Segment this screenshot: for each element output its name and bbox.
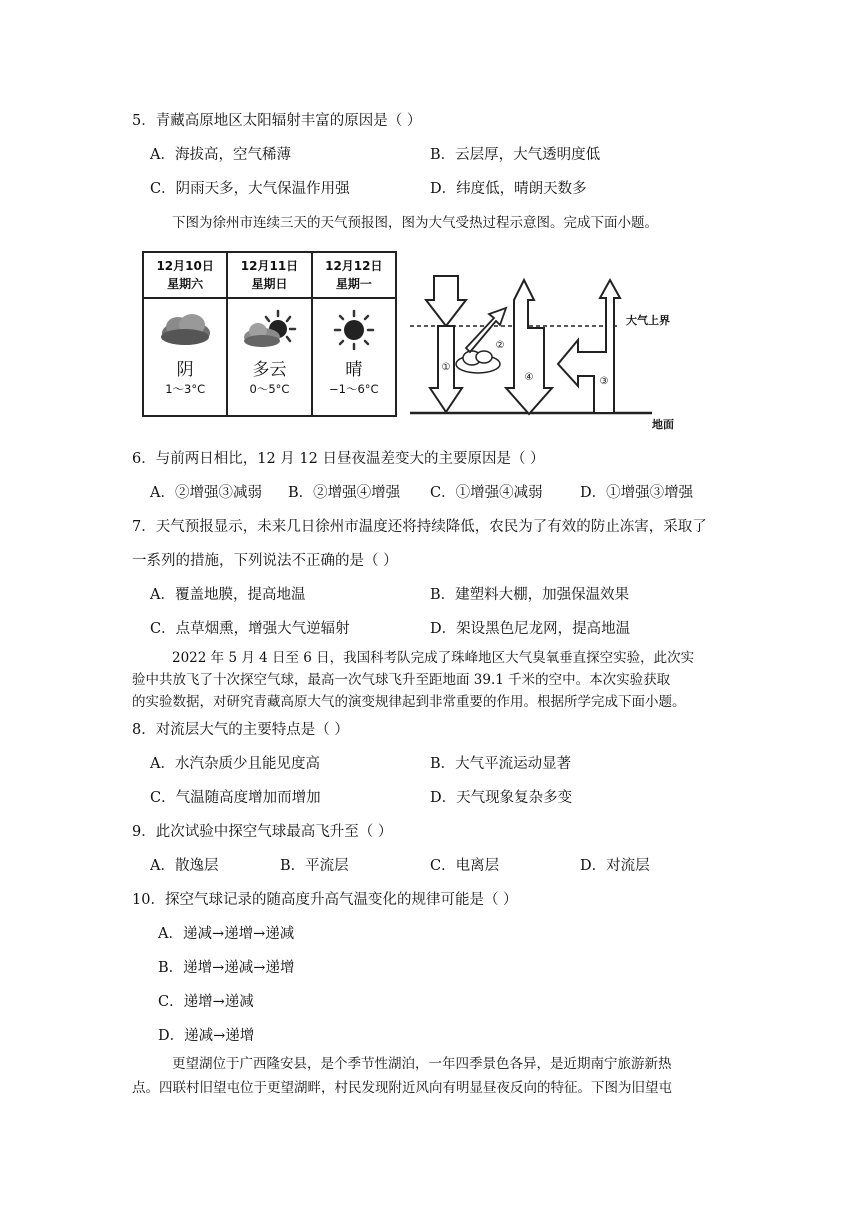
sunny-icon (332, 309, 376, 351)
label-1: ① (441, 362, 451, 373)
forecast-date: 12月10日 (156, 259, 214, 273)
intro-lake-line-1: 更望湖位于广西隆安县，是个季节性湖泊，一年四季景色各异，是近期南宁旅游新热 (172, 1056, 672, 1072)
forecast-weekday: 星期日 (251, 277, 288, 291)
question-5-option-b: B．云层厚，大气透明度低 (430, 147, 601, 163)
forecast-weather: 晴 (345, 360, 363, 380)
cloud-icon (456, 351, 500, 373)
forecast-day-header (144, 253, 226, 299)
question-8-option-c: C．气温随高度增加而增加 (150, 790, 321, 806)
question-8-stem: 8．对流层大气的主要特点是（ ） (132, 722, 349, 738)
question-7-option-c: C．点草烟熏，增强大气逆辐射 (150, 621, 350, 637)
question-9-option-a: A．散逸层 (150, 858, 219, 874)
question-5-stem: 5．青藏高原地区太阳辐射丰富的原因是（ ） (132, 113, 422, 129)
question-9-option-c: C．电离层 (430, 858, 500, 874)
question-9-option-b: B．平流层 (280, 858, 349, 874)
question-8-option-a: A．水汽杂质少且能见度高 (150, 756, 320, 772)
question-5-option-c: C．阴雨天多，大气保温作用强 (150, 181, 350, 197)
question-6-stem: 6．与前两日相比，12 月 12 日昼夜温差变大的主要原因是（ ） (132, 451, 545, 467)
arrow-4 (506, 280, 552, 414)
question-8-option-d: D．天气现象复杂多变 (430, 790, 573, 806)
label-2: ② (495, 340, 505, 351)
atmospheric-heating-diagram (408, 268, 708, 434)
question-6-option-a: A．②增强③减弱 (150, 485, 262, 501)
label-4: ④ (524, 372, 534, 383)
forecast-day-1 (144, 253, 228, 415)
forecast-weekday: 星期一 (335, 277, 372, 291)
forecast-date: 12月11日 (240, 259, 299, 273)
question-6-option-b: B．②增强④增强 (288, 485, 401, 501)
upper-boundary-label: 大气上界 (626, 314, 670, 327)
arrow-3 (558, 280, 620, 413)
question-7-option-a: A．覆盖地膜，提高地温 (150, 587, 306, 603)
label-3: ③ (599, 376, 609, 387)
forecast-day-2 (228, 253, 312, 415)
overcast-icon (156, 309, 214, 349)
question-10-stem: 10．探空气球记录的随高度升高气温变化的规律可能是（ ） (132, 892, 518, 908)
question-5-option-d: D．纬度低，晴朗天数多 (430, 181, 587, 197)
question-10-option-c: C．递增→递减 (158, 994, 254, 1010)
forecast-day-header (228, 253, 310, 299)
forecast-temp: −1～6°C (329, 382, 379, 396)
question-9-option-d: D．对流层 (580, 858, 650, 874)
intro-balloon-line-1: 2022 年 5 月 4 日至 6 日，我国科考队完成了珠峰地区大气臭氧垂直探空实验，此次实 (172, 650, 695, 666)
question-6-option-d: D．①增强③增强 (580, 485, 694, 501)
intro-balloon-line-2: 验中共放飞了十次探空气球，最高一次气球飞升至距地面 39.1 千米的空中。本次实验获取 (132, 672, 671, 688)
forecast-day-3 (313, 253, 395, 415)
forecast-temp: 0～5°C (249, 382, 290, 396)
ground-label: 地面 (652, 418, 674, 431)
forecast-weekday: 星期六 (167, 277, 204, 291)
question-9-stem: 9．此次试验中探空气球最高飞升至（ ） (132, 824, 393, 840)
question-7-stem-line-1: 7．天气预报显示，未来几日徐州市温度还将持续降低，农民为了有效的防止冻害，采取了 (132, 519, 707, 535)
forecast-day-header (313, 253, 395, 299)
forecast-date: 12月12日 (325, 259, 383, 273)
question-10-option-a: A．递减→递增→递减 (158, 926, 295, 942)
forecast-weather: 多云 (252, 360, 287, 380)
question-10-option-d: D．递减→递增 (158, 1028, 255, 1044)
question-6-option-c: C．①增强④减弱 (430, 485, 543, 501)
forecast-weather: 阴 (176, 360, 194, 380)
question-7-option-b: B．建塑料大棚，加强保温效果 (430, 587, 630, 603)
intro-forecast: 下图为徐州市连续三天的天气预报图，图为大气受热过程示意图。完成下面小题。 (172, 215, 658, 231)
intro-balloon-line-3: 的实验数据，对研究青藏高原大气的演变规律起到非常重要的作用。根据所学完成下面小题。 (132, 694, 686, 710)
arrow-1-solar-radiation (426, 276, 466, 412)
forecast-temp: 1～3°C (165, 382, 206, 396)
question-8-option-b: B．大气平流运动显著 (430, 756, 572, 772)
weather-forecast-table (142, 251, 397, 417)
question-5-option-a: A．海拔高，空气稀薄 (150, 147, 291, 163)
intro-lake-line-2: 点。四联村旧望屯位于更望湖畔，村民发现附近风向有明显昼夜反向的特征。下图为旧望屯 (132, 1080, 672, 1096)
question-10-option-b: B．递增→递减→递增 (158, 960, 295, 976)
partly-cloudy-icon (240, 309, 298, 351)
question-7-stem-line-2: 一系列的措施，下列说法不正确的是（ ） (132, 553, 398, 569)
question-7-option-d: D．架设黑色尼龙网，提高地温 (430, 621, 631, 637)
